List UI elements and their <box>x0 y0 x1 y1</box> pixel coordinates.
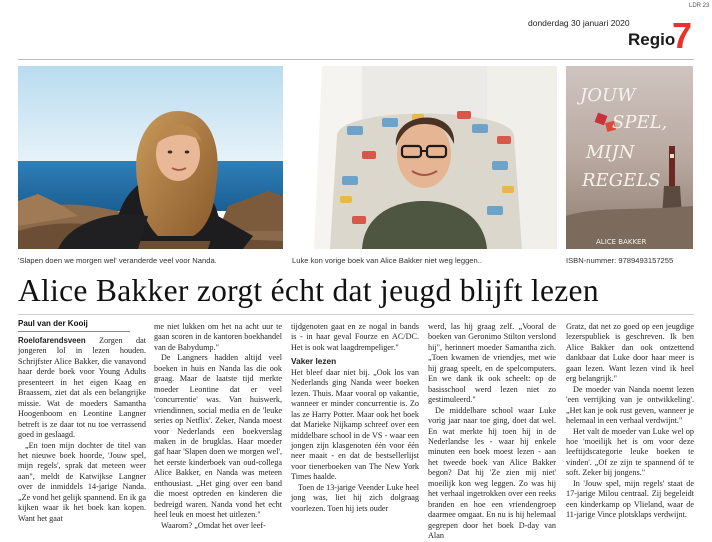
cover-title-line4: REGELS <box>582 170 661 191</box>
article-column-5 <box>566 322 694 522</box>
section-title: Regio <box>628 30 676 49</box>
paragraph: Waarom? „Omdat het over leef- <box>161 520 266 530</box>
paragraph: „En toen mijn dochter de titel van het nieuwe boek hoorde, 'Jouw spel, mijn regels', sprak dat meteen weer aan", meldt de Katwijkse Langner over de inmiddels 14-jarige Nanda. „Ze vond het gelijk spannend. En ik ga kijken waar ik het boek kan kopen. Want het gaat <box>18 440 146 523</box>
paragraph: In 'Jouw spel, mijn regels' staat de 17-jarige Milou centraal. Zij begeleidt een kinderkamp op Vlieland, waar de 11-jarige Vince plotsklaps verdwijnt. <box>566 478 694 520</box>
paragraph: werd, las hij graag zelf. „Vooral de boeken van Geronimo Stilton verslond hij", herinnert moeder Samantha zich. „Toen kwamen de vriendjes, met wie hij graag speelt, en de spelcomputers. En we dank ik ook scheelt: op de basisschool werd lezen niet zo gestimuleerd." <box>428 322 556 405</box>
paragraph: Het valt de moeder van Luke wel op hoe 'moeilijk het is om voor deze leeftijdscategorie leuke boeken te vinden'. „Of ze zijn te spannend óf te soft. Zeker bij jongens." <box>566 426 694 478</box>
article-column-2 <box>154 322 282 530</box>
subheading: Vaker lezen <box>291 356 337 367</box>
issue-date: donderdag 30 januari 2020 <box>528 18 630 28</box>
paragraph: De middelbare school waar Luke vorig jaar naar toe ging, doet dat wel. En wat merkte hij toen hij in de Nederlandse les - waar hij enkele minuten een boek moest lezen - aan het tweede boek van Alice Bakker begon? Dat hij 'Ze zien mij niet' moeilijk kon weg leggen. Zo was hij het verhaal ingetrokken over een reeks branden en hoe een vriendengroep daarmee omgaat. En nu is hij helemaal gegrepen door het boek D-day van Alan <box>428 405 556 541</box>
article-column-1 <box>18 336 146 524</box>
photo-luke <box>292 66 557 249</box>
paragraph: Zorgen dat jongeren lol in lezen houden. Schrijfster Alice Bakker, die vanavond haar derde boek voor Young Adults presenteert in het eigen Kaag en Braassem, ziet dat als een belangrijke missie. Wat de moeders Samantha Hoogenboom en Leontine Langner betreft is ze daar tot nu toe verrassend goed in geslaagd. <box>18 336 147 440</box>
paragraph: tijdgenoten gaat en ze nogal in bands is - in haar geval Fourze en AC/DC. Het is ook wat laagdrempeliger." <box>291 322 419 352</box>
photo-caption-luke: Luke kon vorige boek van Alice Bakker niet weg leggen.. <box>292 256 482 265</box>
paragraph: De moeder van Nanda noemt lezen 'een verrijking van je ontwikkeling'. „Het kan je ook rust geven, wanneer je helemaal in een verhaal verdwijnt." <box>566 384 694 426</box>
book-cover <box>566 66 693 249</box>
paragraph: me niet lukken om het na acht uur te gaan scoren in de kantoren boekhandel van de Babydump." <box>154 322 282 352</box>
cover-author: ALICE BAKKER <box>596 238 647 246</box>
page-number: 7 <box>672 15 693 56</box>
paragraph: De Langners hadden altijd veel boeken in huis en Nanda las die ook graag. Maar de laatste tijd merkte moeder Leontine dat er veel 'concurrentie' was. Van huiswerk, vriendinnen, social media en de 'leuke series op Netflix'. Zeker, Nanda moest voor Nederlands een boekverslag maken in de brugklas. Haar moeder gaf haar 'Slapen doen we morgen wel', het eerste kinderboek van oud-collega Alice Bakker, en Nanda was meteen enthousiast. „Het ging over een band die moest optreden en kinderen die bedreigd waren. Nanda vond het echt heel leuk en moest het uitlezen." <box>154 353 282 520</box>
byline-divider <box>18 331 130 332</box>
paragraph: Toen de 13-jarige Veender Luke heel jong was, liet hij zich dolgraag voorlezen. Toen hij iets ouder <box>291 482 419 513</box>
dateline: Roelofarendsveen <box>18 336 86 345</box>
article-column-3 <box>291 322 419 522</box>
cover-title-line3: MIJN <box>586 142 635 163</box>
article-column-4 <box>428 322 556 541</box>
byline: Paul van der Kooij <box>18 319 88 328</box>
cover-title-line2: SPEL, <box>612 112 668 133</box>
edition-tag: LDR 23 <box>689 3 710 9</box>
photo-caption-nanda: 'Slapen doen we morgen wel' veranderde veel voor Nanda. <box>18 256 217 265</box>
cover-title-line1: JOUW <box>580 85 636 106</box>
paragraph: Gratz, dat net zo goed op een jeugdige lezerspubliek is geschreven. Ik ben Alice Bakker dan ook ontzettend dankbaar dat Luke door haar meer is gaan lezen. Want lezen vind ik heel erg belangrijk." <box>566 322 694 384</box>
photo-nanda <box>18 66 283 249</box>
photo-caption-isbn: ISBN-nummer: 9789493157255 <box>566 256 674 265</box>
headline-divider <box>18 314 694 315</box>
article-headline: Alice Bakker zorgt écht dat jeugd blijft lezen <box>18 273 599 308</box>
paragraph: Het bleef daar niet bij. „Ook los van Nederlands ging Nanda weer boeken lezen. Thuis. Maar vooral op vakantie, wanneer er minder concurrentie is. Zo las ze Harry Potter. Maar ook het boek dat Marieke Nijkamp schreef over een middelbare school in de VS - waar een jongen zijn klasgenoten één voor één neer maait - en dat de bestsellerlijst voor tienerboeken van The New York Times haalde. <box>291 367 419 482</box>
header-divider <box>18 59 694 60</box>
